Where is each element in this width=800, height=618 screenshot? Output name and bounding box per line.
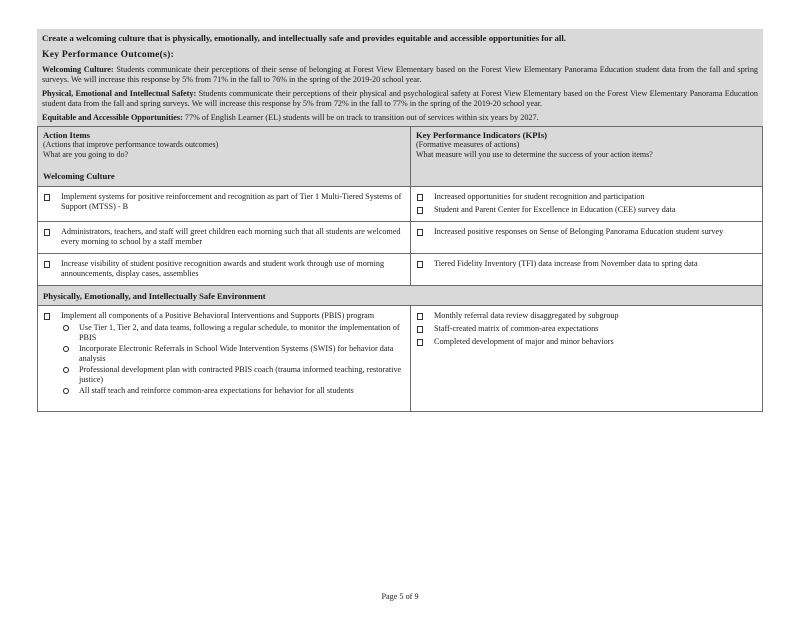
action-item: [43, 311, 405, 396]
outcome-paragraph: [42, 113, 758, 123]
kpi-list: [416, 311, 757, 347]
kpi-item: Completed development of major and minor behaviors: [416, 337, 757, 347]
section-header-cell: [38, 285, 763, 305]
action-list: [43, 259, 405, 279]
action-list: [43, 227, 405, 247]
action-list: [43, 311, 405, 396]
kpi-item: Staff-created matrix of common-area expectations: [416, 324, 757, 334]
table-row: [38, 253, 763, 285]
kpi-list: [416, 192, 757, 215]
action-items-cell: [38, 305, 411, 411]
footer-of-label: of: [405, 592, 413, 601]
section-header-row: [38, 285, 763, 305]
action-items-cell: [38, 221, 411, 253]
table-header-row: [38, 126, 763, 186]
section-title: Physically, Emotionally, and Intellectually Safe Environment: [43, 290, 266, 301]
action-subitem: Incorporate Electronic Referrals in School Wide Intervention Systems (SWIS) for behavior data analysis: [61, 344, 405, 364]
action-subitem: All staff teach and reinforce common-area expectations for behavior for all students: [61, 386, 405, 396]
kpi-item: Monthly referral data review disaggregated by subgroup: [416, 311, 757, 321]
action-subitem: Use Tier 1, Tier 2, and data teams, following a regular schedule, to monitor the implementation of PBIS: [61, 323, 405, 343]
action-text: Increase visibility of student positive recognition awards and student work through use of morning announcements, display cases, assemblies: [61, 258, 385, 278]
action-items-subtitle: (Actions that improve performance towards outcomes): [43, 139, 219, 149]
kpi-item: Increased opportunities for student recognition and participation: [416, 192, 757, 202]
action-text: Implement all components of a Positive Behavioral Interventions and Supports (PBIS) program: [61, 310, 375, 320]
outcome-text: Students communicate their perceptions of their physical and psychological safety at Forest View Elementary based on the Forest View Elementary Panorama Education student data from the fall and spring surveys. We will increase this response by 5% from 72% in the fall to 77% in the spring of the 2019-20 school year.: [42, 88, 758, 108]
footer-page-number: 5: [399, 592, 404, 601]
outcome-text: Students communicate their perceptions of their sense of belonging at Forest View Elementary based on the Forest View Elementary Panorama Education student data from the fall and spring surveys. We will increase this response by 5% from 71% in the fall to 76% in the spring of the 2019-20 school year.: [42, 64, 759, 84]
kpi-question: What measure will you use to determine the success of your action items?: [416, 149, 653, 159]
action-sublist: [61, 323, 405, 396]
kpi-subtitle: (Formative measures of actions): [416, 139, 520, 149]
action-items-header: [38, 126, 411, 186]
action-item: [43, 192, 405, 212]
action-item: [43, 259, 405, 279]
action-item: [43, 227, 405, 247]
outcomes-list: [42, 65, 758, 123]
action-kpi-table: [37, 126, 763, 412]
outcome-text: 77% of English Learner (EL) students will be on track to transition out of services within six years by 2027.: [184, 112, 539, 122]
document-page: [37, 29, 763, 412]
kpi-cell: [411, 253, 763, 285]
action-text: Implement systems for positive reinforcement and recognition as part of Tier 1 Multi-Tiered Systems of Support (MTSS) - B: [61, 191, 402, 211]
action-text: Administrators, teachers, and staff will greet children each morning such that all students are welcomed every morning to school by a staff member: [61, 226, 401, 246]
kpi-cell: [411, 221, 763, 253]
kpi-list: [416, 227, 757, 237]
kpi-cell: [411, 186, 763, 221]
outcome-label: Welcoming Culture:: [42, 64, 114, 74]
kpi-header: [411, 126, 763, 186]
kpi-item: Increased positive responses on Sense of Belonging Panorama Education student survey: [416, 227, 757, 237]
table-row: [38, 186, 763, 221]
action-items-cell: [38, 186, 411, 221]
kpo-heading: Key Performance Outcome(s):: [42, 49, 175, 60]
outcome-label: Equitable and Accessible Opportunities:: [42, 112, 183, 122]
goal-block: [37, 29, 763, 126]
footer-page-label: Page: [381, 592, 398, 601]
footer-page-total: 9: [414, 592, 419, 601]
action-items-title: Action Items: [43, 129, 91, 140]
action-list: [43, 192, 405, 212]
outcome-paragraph: [42, 89, 758, 109]
action-items-cell: [38, 253, 411, 285]
kpi-item: Student and Parent Center for Excellence in Education (CEE) survey data: [416, 205, 757, 215]
section-title: Welcoming Culture: [43, 170, 115, 181]
outcome-label: Physical, Emotional and Intellectual Safety:: [42, 88, 197, 98]
kpi-list: [416, 259, 757, 269]
action-items-question: What are you going to do?: [43, 149, 129, 159]
table-row: [38, 221, 763, 253]
outcome-paragraph: [42, 65, 758, 85]
table-row: [38, 305, 763, 411]
action-subitem: Professional development plan with contracted PBIS coach (trauma informed teaching, restorative justice): [61, 365, 405, 385]
kpi-cell: [411, 305, 763, 411]
kpi-item: Tiered Fidelity Inventory (TFI) data increase from November data to spring data: [416, 259, 757, 269]
goal-statement: Create a welcoming culture that is physically, emotionally, and intellectually safe and provides equitable and accessible opportunities for all.: [42, 33, 566, 43]
kpi-title: Key Performance Indicators (KPIs): [416, 129, 548, 140]
page-footer: [0, 592, 800, 601]
